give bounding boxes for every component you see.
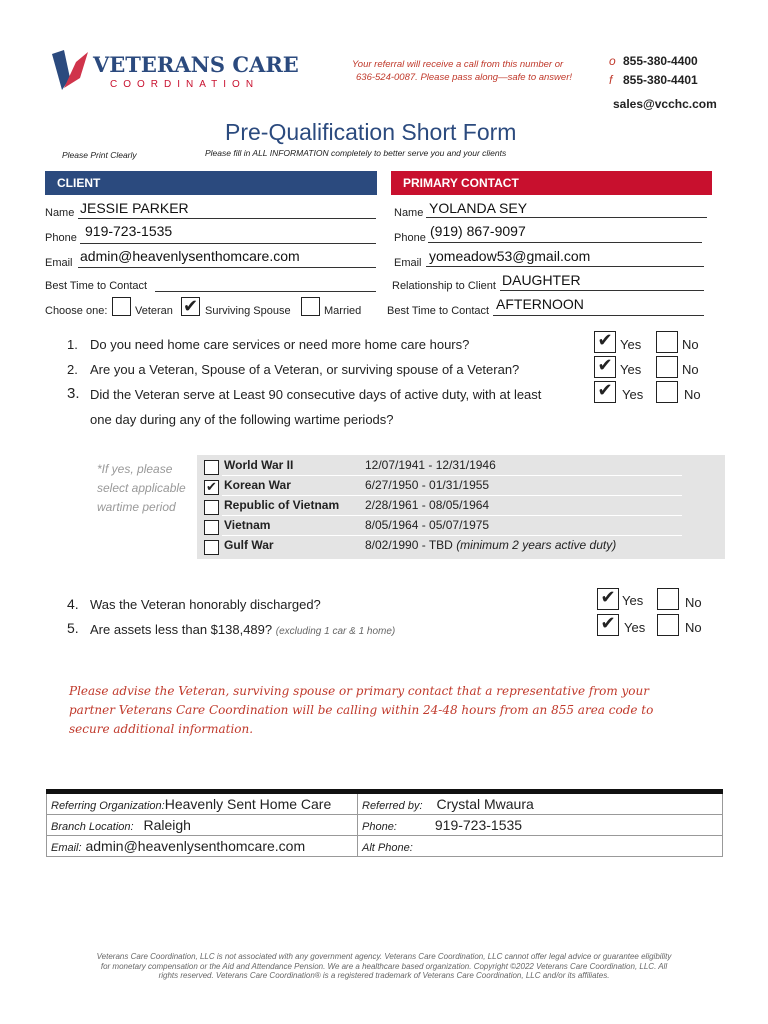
veteran-checkbox[interactable] xyxy=(112,297,131,316)
client-email-field[interactable]: admin@heavenlysenthomcare.com xyxy=(80,248,300,264)
client-phone-field[interactable]: 919-723-1535 xyxy=(85,223,173,239)
q2-no-checkbox[interactable] xyxy=(656,356,678,378)
war-checkbox[interactable] xyxy=(204,500,219,515)
war-dates: 8/02/1990 - TBD (minimum 2 years active duty) xyxy=(365,538,617,552)
married-label: Married xyxy=(324,305,362,317)
no-label: No xyxy=(685,620,702,635)
q3-yes-checkbox[interactable]: ✔ xyxy=(594,381,616,403)
client-best-time-label: Best Time to Contact xyxy=(45,280,148,292)
office-label: o xyxy=(609,54,616,68)
question-number: 3. xyxy=(67,385,80,402)
yes-label: Yes xyxy=(620,337,642,352)
question-number: 2. xyxy=(67,362,78,377)
referral-note: Your referral will receive a call from this number or xyxy=(352,59,564,70)
relationship-field[interactable]: DAUGHTER xyxy=(502,272,581,288)
no-label: No xyxy=(685,595,702,610)
question-number: 1. xyxy=(67,337,78,352)
client-name-field[interactable]: JESSIE PARKER xyxy=(80,200,189,216)
no-label: No xyxy=(682,337,699,352)
q5-yes-checkbox[interactable]: ✔ xyxy=(597,614,619,636)
referral-email-field[interactable]: admin@heavenlysenthomcare.com xyxy=(85,838,306,854)
war-dates: 8/05/1964 - 05/07/1975 xyxy=(365,518,490,532)
surviving-spouse-checkbox[interactable]: ✔ xyxy=(182,296,199,316)
war-checkbox[interactable]: ✔ xyxy=(204,480,219,495)
primary-best-time-label: Best Time to Contact xyxy=(387,305,490,317)
client-name-label: Name xyxy=(45,207,75,219)
subtitle: Please fill in ALL INFORMATION completely to better serve you and your clients xyxy=(205,148,507,158)
q1-yes-checkbox[interactable]: ✔ xyxy=(594,331,616,353)
logo-subtext: COORDINATION xyxy=(110,79,260,90)
choose-one-label: Choose one: xyxy=(45,305,108,317)
q2-yes-checkbox[interactable]: ✔ xyxy=(594,356,616,378)
client-heading: CLIENT xyxy=(45,171,377,195)
q3-no-checkbox[interactable] xyxy=(656,381,678,403)
logo-flag-icon xyxy=(50,48,90,92)
advise-notice: Please advise the Veteran, surviving spouse or primary contact that a representative from your partner Veterans Care Coordination will be calling within 24-48 hours from an 855 area code to secure additional information. xyxy=(69,684,654,736)
yes-label: Yes xyxy=(622,387,644,402)
wartime-hint: *If yes, please select applicable wartime period xyxy=(97,462,186,514)
married-checkbox[interactable] xyxy=(301,297,320,316)
page-title: Pre-Qualification Short Form xyxy=(225,119,517,145)
war-name: Gulf War xyxy=(224,538,274,552)
q4-yes-checkbox[interactable]: ✔ xyxy=(597,588,619,610)
question-2: Are you a Veteran, Spouse of a Veteran, or surviving spouse of a Veteran? xyxy=(90,362,520,377)
primary-email-label: Email xyxy=(394,257,422,269)
branch-field[interactable]: Raleigh xyxy=(143,817,191,833)
war-name: World War II xyxy=(224,458,294,472)
surviving-spouse-label: Surviving Spouse xyxy=(205,305,291,317)
question-3-continued: one day during any of the following wartime periods? xyxy=(90,412,394,427)
q4-no-checkbox[interactable] xyxy=(657,588,679,610)
referral-table: Referring Organization:Heavenly Sent Home Care Referred by: Crystal Mwaura Branch Location: Raleigh Phone: 919-723-1535 Email: admin@heavenlysenthomcare.com Alt Phone: xyxy=(46,789,723,857)
war-name: Korean War xyxy=(224,478,291,492)
yes-label: Yes xyxy=(622,593,644,608)
primary-phone-label: Phone xyxy=(394,232,426,244)
no-label: No xyxy=(684,387,701,402)
war-dates: 6/27/1950 - 01/31/1955 xyxy=(365,478,490,492)
primary-name-field[interactable]: YOLANDA SEY xyxy=(429,200,528,216)
question-3: Did the Veteran serve at Least 90 consecutive days of active duty, with at least xyxy=(90,387,542,402)
print-clearly-note: Please Print Clearly xyxy=(62,150,137,160)
veteran-label: Veteran xyxy=(135,305,173,317)
client-email-label: Email xyxy=(45,257,73,269)
question-5: Are assets less than $138,489? (excluding 1 car & 1 home) xyxy=(90,622,396,637)
contact-email: sales@vcchc.com xyxy=(613,97,717,111)
primary-email-field[interactable]: yomeadow53@gmail.com xyxy=(429,248,591,264)
question-number: 5. xyxy=(67,620,79,636)
referred-by-field[interactable]: Crystal Mwaura xyxy=(436,796,534,812)
primary-contact-heading: PRIMARY CONTACT xyxy=(391,171,712,195)
referral-phone-field[interactable]: 919-723-1535 xyxy=(434,817,523,833)
office-phone: 855-380-4400 xyxy=(623,54,698,68)
primary-name-label: Name xyxy=(394,207,424,219)
war-checkbox[interactable] xyxy=(204,520,219,535)
primary-best-time-field[interactable]: AFTERNOON xyxy=(496,296,584,312)
referral-note-2: 636-524-0087. Please pass along—safe to answer! xyxy=(356,72,572,83)
q1-no-checkbox[interactable] xyxy=(656,331,678,353)
war-dates: 2/28/1961 - 08/05/1964 xyxy=(365,498,490,512)
relationship-label: Relationship to Client xyxy=(392,280,496,292)
referring-org-field[interactable]: Heavenly Sent Home Care xyxy=(164,796,332,812)
war-name: Vietnam xyxy=(224,518,271,532)
footer-disclaimer: Veterans Care Coordination, LLC is not associated with any government agency. Veterans Care Coordination, LLC cannot offer legal advice or guarantee eligibility for monetary compensation or the Aid and Attendance Pension. We are a healthcare based organization. Copyright ©2022 Veterans Care Coordination, LLC. All rights reserved. Veterans Care Coordination® is a registered trademark of Veterans Care Coordination, LLC and/or its affiliates. xyxy=(96,952,672,980)
war-checkbox[interactable] xyxy=(204,540,219,555)
logo-text: VETERANS CARE xyxy=(93,52,299,77)
question-4: Was the Veteran honorably discharged? xyxy=(90,597,321,612)
war-name: Republic of Vietnam xyxy=(224,498,340,512)
yes-label: Yes xyxy=(620,362,642,377)
yes-label: Yes xyxy=(624,620,646,635)
client-phone-label: Phone xyxy=(45,232,77,244)
war-checkbox[interactable] xyxy=(204,460,219,475)
war-dates: 12/07/1941 - 12/31/1946 xyxy=(365,458,496,472)
no-label: No xyxy=(682,362,699,377)
q5-no-checkbox[interactable] xyxy=(657,614,679,636)
fax-label: f xyxy=(609,73,613,87)
question-number: 4. xyxy=(67,596,79,612)
primary-phone-field[interactable]: (919) 867-9097 xyxy=(430,223,526,239)
fax-phone: 855-380-4401 xyxy=(623,73,698,87)
question-1: Do you need home care services or need more home care hours? xyxy=(90,337,470,352)
